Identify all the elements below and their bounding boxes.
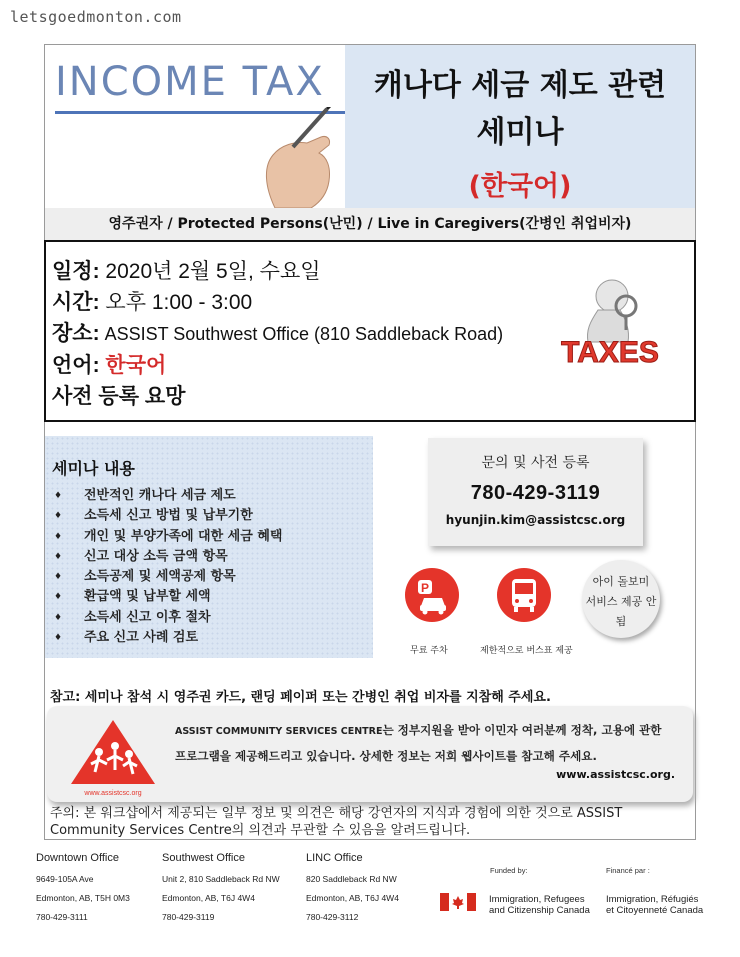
diamond-bullet-icon: ♦ [54, 531, 63, 542]
assist-description [175, 718, 680, 768]
office-address-1: 9649-105A Ave [36, 874, 94, 884]
topic-item: ♦ 신고 대상 소득 금액 항목 [54, 547, 282, 567]
office-southwest [162, 852, 280, 927]
contact-label: 문의 및 사전 등록 [481, 455, 590, 471]
canada-flag-icon [440, 893, 476, 911]
office-downtown [36, 852, 130, 927]
topic-item: ♦ 주요 신고 사례 검토 [54, 628, 282, 648]
disclaimer-text: 주의: 본 워크샵에서 제공되는 일부 정보 및 의견은 해당 강연자의 지식과 경험에 의한 것으로 ASSIST Community Services Centre의 의견과 무관할 수 있음을 알려드립니다. [50, 806, 623, 838]
assist-description-2: 프로그램을 제공해드리고 있습니다. 상세한 정보는 저희 웹사이트를 참고해 주세요. [175, 749, 597, 763]
language-label: 언어: [52, 354, 100, 377]
assist-info-box [47, 706, 693, 802]
contact-phone[interactable]: 780-429-3119 [470, 482, 601, 504]
assist-logo-text: www.assistcsc.org [84, 790, 142, 797]
office-address-1: Unit 2, 810 Saddleback Rd NW [162, 874, 280, 884]
topic-item: ♦ 환급액 및 납부할 세액 [54, 587, 282, 607]
office-address-2: Edmonton, AB, T6J 4W4 [306, 893, 399, 903]
office-phone: 780-429-3119 [162, 912, 215, 922]
seminar-title-panel [345, 45, 695, 208]
date-line [52, 256, 503, 287]
ircc-english: Immigration, Refugees and Citizenship Canada [489, 894, 590, 916]
date-value: 2020년 2월 5일, 수요일 [99, 260, 321, 283]
assist-org-name: ASSIST COMMUNITY SERVICES CENTRE [175, 726, 383, 737]
topic-item: ♦ 소득공제 및 세액공제 항목 [54, 567, 282, 587]
time-value: 오후 1:00 - 3:00 [99, 291, 253, 314]
language-value: 한국어 [99, 354, 167, 377]
place-value: ASSIST Southwest Office (810 Saddleback Road) [99, 324, 504, 344]
topics-title: 세미나 내용 [52, 459, 135, 478]
assist-website-link[interactable]: www.assistcsc.org. [556, 768, 675, 781]
contact-card [428, 438, 643, 546]
parking-caption: 무료 주차 [410, 646, 448, 656]
diamond-bullet-icon: ♦ [54, 633, 63, 644]
taxes-art-text: TAXES [561, 336, 659, 369]
finance-par-label: Financé par : [606, 866, 650, 875]
place-label: 장소: [52, 322, 100, 345]
taxes-magnifier-icon [542, 260, 678, 380]
topics-list [54, 486, 282, 648]
seminar-topics-panel [45, 436, 373, 658]
topic-item: ♦ 소득세 신고 이후 절차 [54, 608, 282, 628]
diamond-bullet-icon: ♦ [54, 592, 63, 603]
site-watermark: letsgoedmonton.com [10, 8, 182, 26]
diamond-bullet-icon: ♦ [54, 491, 63, 501]
office-address-2: Edmonton, AB, T6J 4W4 [162, 893, 255, 903]
place-line [52, 318, 503, 350]
time-line [52, 287, 503, 318]
attendance-note: 참고: 세미나 참석 시 영주권 카드, 랜딩 페이퍼 또는 간병인 취업 비자를 지참해 주세요. [50, 690, 551, 705]
office-address-1: 820 Saddleback Rd NW [306, 874, 397, 884]
bus-icon [497, 568, 551, 622]
diamond-bullet-icon: ♦ [54, 551, 63, 562]
hand-with-pen-icon [235, 107, 345, 208]
parking-car-icon [405, 568, 459, 622]
bus-caption: 제한적으로 버스표 제공 [480, 646, 573, 656]
childcare-notice-badge [582, 560, 660, 638]
diamond-bullet-icon: ♦ [54, 572, 63, 583]
diamond-bullet-icon: ♦ [54, 612, 63, 623]
childcare-line-1: 아이 돌보미 [592, 575, 650, 588]
svg-text:P: P [420, 581, 430, 595]
target-audience-bar: 영주권자 / Protected Persons(난민) / Live in Caregivers(간병인 취업비자) [45, 208, 695, 240]
office-name: LINC Office [306, 852, 363, 864]
event-info-box [44, 240, 696, 422]
date-label: 일정: [52, 260, 100, 283]
office-phone: 780-429-3112 [306, 912, 359, 922]
topic-item: ♦ 전반적인 캐나다 세금 제도 [54, 486, 282, 506]
assist-description-1: 는 정부지원을 받아 이민자 여러분께 정착, 고용에 관한 [382, 723, 662, 737]
language-line [52, 350, 503, 381]
office-phone: 780-429-3111 [36, 912, 88, 922]
diamond-bullet-icon: ♦ [54, 511, 63, 522]
seminar-language-subtitle: (한국어) [468, 171, 572, 202]
income-tax-banner-image [45, 45, 345, 208]
office-linc [306, 852, 399, 927]
office-name: Southwest Office [162, 852, 245, 864]
office-name: Downtown Office [36, 852, 119, 864]
topic-item: ♦ 소득세 신고 방법 및 납부기한 [54, 506, 282, 526]
time-label: 시간: [52, 291, 100, 314]
childcare-line-2: 서비스 제공 안됨 [585, 595, 657, 628]
ircc-french: Immigration, Réfugiés et Citoyenneté Canada [606, 894, 704, 916]
office-address-2: Edmonton, AB, T5H 0M3 [36, 893, 130, 903]
preregistration-notice: 사전 등록 요망 [52, 385, 186, 408]
contact-email[interactable]: hyunjin.kim@assistcsc.org [445, 513, 626, 527]
income-tax-image-text: INCOME TAX [55, 59, 325, 105]
seminar-title: 캐나다 세금 제도 관련 세미나 [373, 68, 667, 150]
funded-by-label: Funded by: [490, 866, 528, 875]
assist-logo [69, 716, 157, 798]
topic-item: ♦ 개인 및 부양가족에 대한 세금 혜택 [54, 527, 282, 547]
